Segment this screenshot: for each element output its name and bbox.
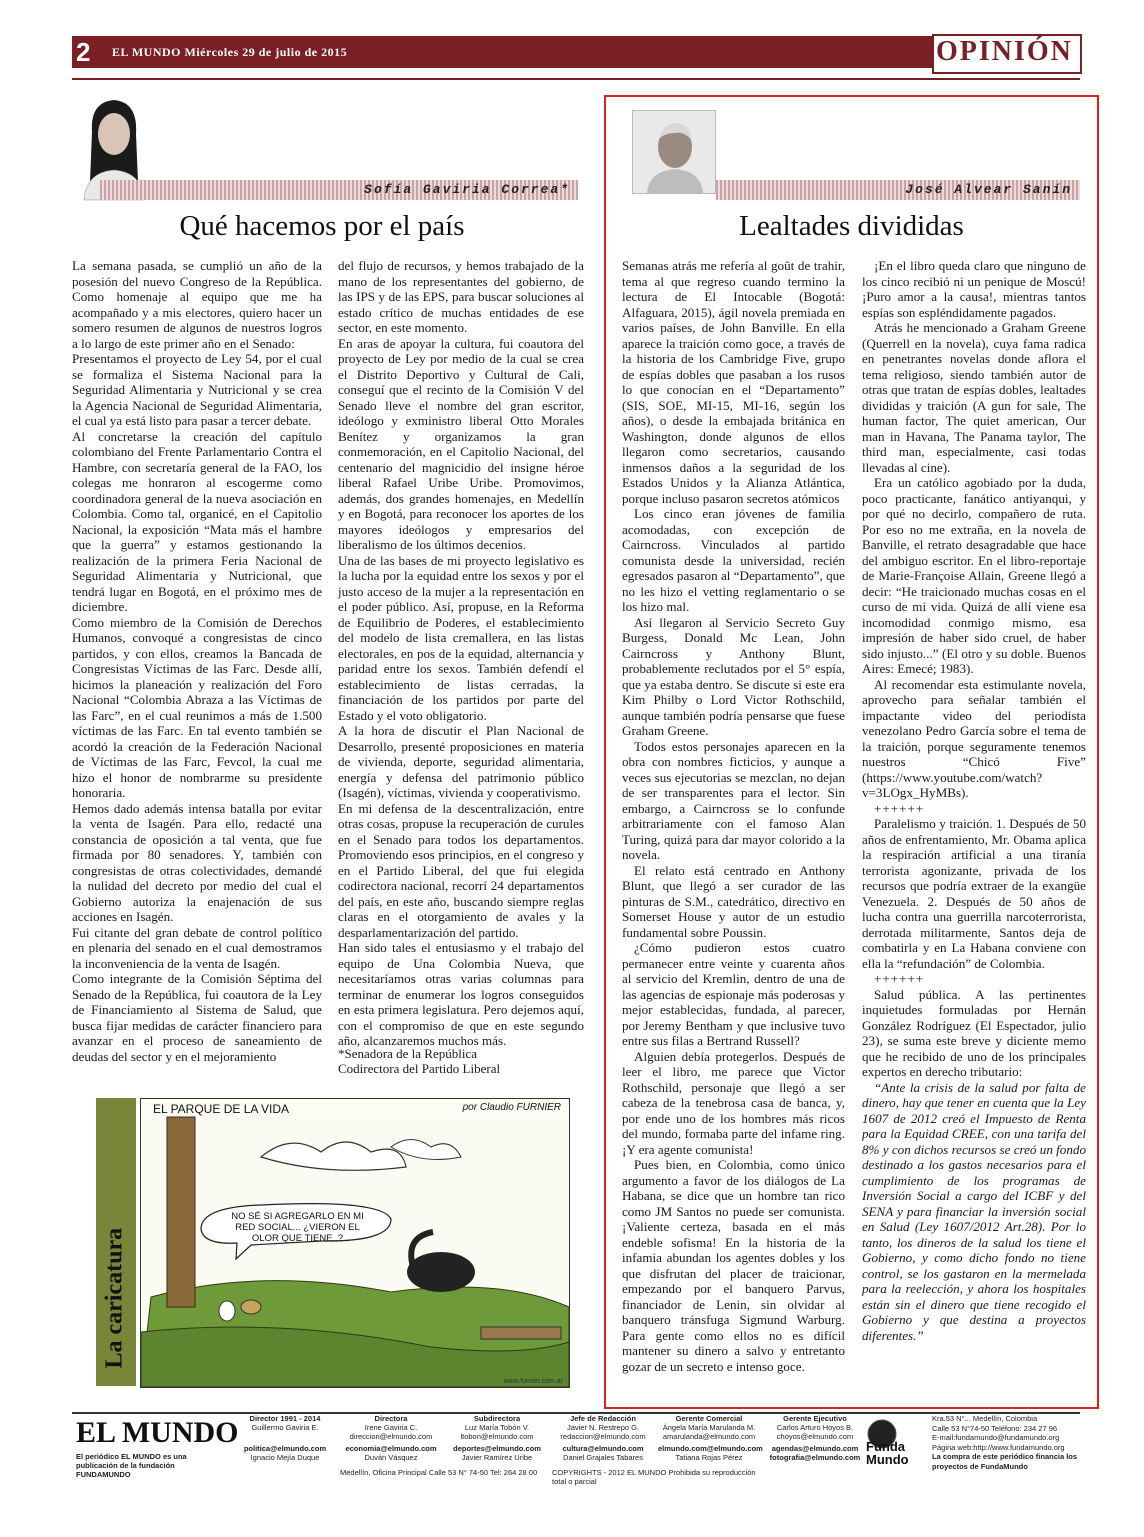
funda-email: E-mail:fundamundo@fundamundo.org	[932, 1433, 1060, 1442]
paragraph: Era un católico agobiado por la duda, poco practicante, fanático antiyanqui, y por qué no decirlo, compañero de ruta. Por eso no me extraña, en la novela de Banville, el retrato desagradable que hace del ambiguo escritor. En el libro-reportaje de Marie-Françoise Allain, Greene llegó a decir: “He traicionado muchas cosas en el curso de mi vida. Quizá de allí viene esa incomodidad conmigo mismo, esa impresión de haber sido cruel, de haber sido injusto...” (El otro y su doble. Buenos Aires: Emecé; 1983).	[862, 475, 1086, 676]
desk-name: Daniel Grajales Tabares	[563, 1453, 643, 1462]
paragraph: Han sido tales el entusiasmo y el trabajo del equipo de Una Colombia Nueva, que necesitaríamos otras varias columnas para terminar de enumerar los logros conseguidos en esta primera legislatura. Pero dejemos aquí, con el compromiso de que en este segundo año, alcanzaremos muchos más.	[338, 940, 584, 1048]
paragraph: Como miembro de la Comisión de Derechos Humanos, convoqué a congresistas de cinco partidos, y con ellos, creamos la Bancada de Congresistas Víctimas de las Farc. Desde allí, hicimos la planeación y realización del Foro Nacional “Colombia Abraza a las Víctimas de las Farc”, en el cual reunimos a más de 1.500 víctimas de las Farc. En tal evento también se acordó la creación de la Federación Nacional de Víctimas de las Farc, Fevcol, la cual me hizo el honor de nombrarme su presidente honoraria.	[72, 614, 322, 800]
funda-address: Calle 53 N°74-50 Teléfono: 234 27 96	[932, 1423, 1058, 1433]
paragraph: En mi defensa de la descentralización, entre otras cosas, propuse la recuperación de curules en el Senado para todos los departamentos. Promoviendo esos principios, en el congreso y en el Partido Liberal, del que fui elegida codirectora nacional, recorrí 24 departamentos del país, en este año, buscando siempre reglas claras en el otorgamiento de avales y la desparlamentarización del partido.	[338, 800, 584, 940]
cartoon-illustration-icon	[141, 1117, 569, 1387]
newspaper-logo: EL MUNDO	[76, 1416, 239, 1449]
footer-staff-gerente-ejecutivo	[764, 1414, 866, 1441]
paragraph: El relato está centrado en Anthony Blunt, que llegó a ser curador de las pinturas de S.M., catedrático, directivo en Somerset House y autor de un estudio fundamental sobre Poussin.	[622, 862, 845, 940]
staff-name: Irene Gaviria C.	[364, 1423, 418, 1432]
staff-email: choyos@elmundo.com	[776, 1432, 854, 1441]
paragraph: Semanas atrás me refería al goût de trahir, tema al que regreso cuando termino la lectura de El Intocable (Bogotá: Alfaguara, 2015), ágil novela premiada en varios países, de John Banville. En ella aparece la traición como goce, a través de la historia de los Cambridge Five, grupo de espías dobles que pasaban a los rusos lo que conocían en el “Departamento” (SIS, SOE, MI-15, MI-16, según los años), o desde la embajada británica en Washington, donde algunos de ellos llegaron como secretarios, causando inmensos daños a la seguridad de los Estados Unidos y la Alianza Atlántica, porque incluso pasaron secretos atómicos	[622, 258, 845, 506]
paragraph: Todos estos personajes aparecen en la obra con nombres ficticios, y aunque a veces sus ejecutorias se mezclan, no dejan de ser transparentes para el lector. Sin embargo, a Cairncross se lo confunde arbitrariamente con el famoso Alan Turing, quizá para dar mayor colorido a la novela.	[622, 738, 845, 862]
footer-tagline: El periódico EL MUNDO es una publicación de la fundación FUNDAMUNDO	[76, 1452, 187, 1479]
desk-name: Ignacio Mejía Duque	[250, 1453, 320, 1462]
footer-staff-jefe-redaccion	[552, 1414, 654, 1441]
cartoon-url: www.furnier.com.ar	[503, 1378, 563, 1385]
funda-note: La compra de este periódico financia los proyectos de FundaMundo	[932, 1452, 1078, 1471]
desk-name: Tatiana Rojas Pérez	[675, 1453, 743, 1462]
footer-desk-agendas	[764, 1444, 866, 1462]
footer-desk-politica	[234, 1444, 336, 1462]
desk-email: elmundo.com@elmundo.com	[658, 1444, 763, 1453]
staff-title: Gerente Ejecutivo	[783, 1414, 847, 1423]
desk-email: politica@elmundo.com	[243, 1444, 327, 1453]
staff-email: direccion@elmundo.com	[349, 1432, 433, 1441]
staff-email: ltobon@elmundo.com	[460, 1432, 534, 1441]
desk-email: deportes@elmundo.com	[453, 1444, 541, 1453]
paragraph: A la hora de discutir el Plan Nacional de Desarrollo, presenté proposiciones en materia de vivienda, deporte, seguridad alimentaria, energía y defensa del patrimonio público (Isagén), víctimas, vivienda y cooperativismo.	[338, 723, 584, 800]
fundamundo-logo	[860, 1416, 930, 1468]
footer-desk-deportes	[446, 1444, 548, 1462]
staff-email: redaccion@elmundo.com	[560, 1432, 646, 1441]
separator: ++++++	[874, 800, 925, 816]
speech-line: RED SOCIAL... ¿VIERON EL	[235, 1222, 360, 1233]
article-column-2	[338, 258, 584, 1048]
paragraph: Atrás he mencionado a Graham Greene (Querrell en la novela), cuya fama radica en penetrantes novelas donde aflora el tema religioso, siendo también autor de otras que tratan de espías dobles, lealtades divididas y traición (A gun for sale, The human factor, The quiet american, Our man in Havana, The Panama taylor, The third man, especialmente, casi todas llevadas al cine).	[862, 320, 1086, 475]
article-column-1	[72, 258, 322, 1098]
paragraph: La semana pasada, se cumplió un año de la posesión del nuevo Congreso de la República. Como homenaje al equipo que me ha acompañado y a mis electores, quiero hacer un somero resumen de algunos de nuestros logros a lo largo de este primer año en el Senado:	[72, 258, 322, 351]
paragraph: Presentamos el proyecto de Ley 54, por el cual se formaliza el Sistema Nacional para la Seguridad Alimentaria y Nutricional y se crea la Agencia Nacional de Seguridad Alimentaria, el cual ya está listo para pasar a tercer debate.	[72, 351, 322, 428]
article-title: Lealtades divididas	[739, 210, 964, 242]
masthead-date: EL MUNDO Miércoles 29 de julio de 2015	[112, 45, 348, 59]
footer-desk-cultura	[552, 1444, 654, 1462]
speech-line: NO SÉ SI AGREGARLO EN MI	[231, 1211, 364, 1222]
staff-name: Carlos Arturo Hoyos B.	[776, 1423, 854, 1432]
footer-address: Medellín, Oficina Principal Calle 53 N° 74-50 Tel: 264 28 00	[340, 1468, 538, 1477]
funda-web: Página web:http://www.fundamundo.org	[932, 1442, 1065, 1452]
desk-email: fotografia@elmundo.com	[769, 1453, 861, 1462]
paragraph: Paralelismo y traición. 1. Después de 50 años de enfrentamiento, Mr. Obama aplica la respiración artificial a una tiranía terrorista agonizante, privada de los recursos que podría extraer de la exangüe Venezuela. 2. Después de 50 años de lucha contra una guerrilla narcoterrorista, derrotada militarmente, Santos deja de combatirla y en La Habana conviene con ella la “refundación” de Colombia.	[862, 816, 1086, 971]
page-number: 2	[76, 37, 91, 67]
staff-title: Jefe de Redacción	[570, 1414, 636, 1423]
paragraph: del flujo de recursos, y hemos trabajado de la mano de los representantes del gobierno, de las IPS y de las EPS, para buscar soluciones al estado crítico de muchas entidades de ese sector, en este momento.	[338, 258, 584, 335]
paragraph: Al concretarse la creación del capítulo colombiano del Frente Parlamentario Contra el Hambre, con secretaría general de la FAO, los colegas me honraron al escogerme como coordinadora general de la nueva asociación en Colombia. Como tal, organicé, en el Capitolio Nacional, la exposición “Mata más el hambre que la guerra” y estamos gestionando la realización de la primera Feria Nacional de Seguridad Alimentaria y Nutricional, que tendrá lugar en Bogotá, en el próximo mes de diciembre.	[72, 428, 322, 614]
article-column-4	[862, 258, 1086, 1388]
fundamundo-brand: Funda Mundo	[866, 1439, 909, 1467]
footer-staff-director-hist	[234, 1414, 336, 1432]
fundamundo-info	[932, 1414, 1082, 1471]
portrait-icon	[633, 111, 715, 193]
desk-email: economia@elmundo.com	[345, 1444, 437, 1453]
desk-name: Javier Ramírez Uribe	[461, 1453, 533, 1462]
article-title: Qué hacemos por el país	[179, 210, 465, 242]
cartoon-author: por Claudio FURNIER	[462, 1102, 561, 1113]
staff-title: Directora	[374, 1414, 408, 1423]
footer-desk-elmundo	[658, 1444, 763, 1462]
speech-bubble	[205, 1211, 390, 1244]
footer-copyright: COPYRIGHTS - 2012 EL MUNDO Prohibida su reproducción total o parcial	[552, 1468, 756, 1486]
author-photo	[632, 110, 716, 194]
staff-title: Subdirectora	[473, 1414, 521, 1423]
paragraph: Fui citante del gran debate de control político en plenaria del senado en el cual demostramos la inconveniencia de la venta de Isagén.	[72, 924, 322, 971]
paragraph: Una de las bases de mi proyecto legislativo es la lucha por la equidad entre los sexos y por el justo acceso de la mujer a la representación en el poder público. Así, propuse, en la Reforma de Equilibrio de Poderes, el establecimiento del modelo de lista cremallera, en las listas electorales, en pos de la equidad, alternancia y paridad entre los sexos. También defendí el establecimiento de listas cerradas, la financiación de los partidos por parte del Estado y el voto obligatorio.	[338, 552, 584, 723]
author-name: José Alvear Sanín	[905, 182, 1072, 197]
article-column-3	[622, 258, 845, 1388]
paragraph: Así llegaron al Servicio Secreto Guy Burgess, Donald Mc Lean, John Cairncross y Anthony Blunt, probablemente reclutados por el 5° espía, que ya estaba dentro. Se discute si este era Kim Philby o Lord Victor Rothschild, aunque también podría pensarse que fuese Graham Greene.	[622, 614, 845, 738]
separator: ++++++	[874, 971, 925, 986]
author-footnote	[338, 1046, 584, 1076]
section-title: OPINIÓN	[936, 36, 1073, 67]
paragraph: En aras de apoyar la cultura, fui coautora del proyecto de Ley por medio de la cual se crea el Distrito Deportivo y Cultural de Cali, conseguí que el recinto de la Comisión V del Senado lleve el nombre del gran escritor, ideólogo y exministro liberal Otto Morales Benítez y organizamos la gran conmemoración, en el Capitolio Nacional, del centenario del magnicidio del insigne héroe liberal Rafael Uribe Uribe. Promovimos, además, dos grandes homenajes, en Medellín y en Bogotá, para reconocer los aportes de los mayores ideólogos y empresarios del liberalismo de los últimos decenios.	[338, 335, 584, 552]
staff-email: amarulanda@elmundo.com	[662, 1432, 756, 1441]
paragraph: ¿Cómo pudieron estos cuatro permanecer entre veinte y cuarenta años al servicio del Kremlin, dentro de una de las agencias de espionaje más poderosas y mejor establecidas, fundada, al parecer, por Jeremy Bentham y que inclusive tuvo entre sus filas a Bertrand Russell?	[622, 940, 845, 1048]
paragraph: Al recomendar esta estimulante novela, aprovecho para señalar también el impactante video del periodista venezolano Pedro García sobre el tema de la traición, porque seguramente tenemos nuestros “Chicó Five” (https://www.youtube.com/watch?v=3LOgx_HyMBs).	[862, 676, 1086, 800]
funda-top: Kra.53 N°... Medellín, Colombia	[932, 1414, 1038, 1423]
paragraph: Como integrante de la Comisión Séptima del Senado de la República, fui coautora de la Ley de Financiamiento al Sistema de Salud, que busca fijar medidas de carácter financiero para avanzar en el proceso de saneamiento de deudas del sector y en el mejoramiento	[72, 971, 322, 1064]
header-rule	[72, 78, 1080, 80]
staff-name: Luz María Tobón V.	[464, 1423, 530, 1432]
quote-paragraph: “Ante la crisis de la salud por falta de dinero, hay que tener en cuenta que la Ley 1607 de 2012 creó el Impuesto de Renta para la Equidad CREE, con una tarifa del 8% y con dichos recursos se creó un fondo destinado a los gastos necesarios para el cumplimiento de los programas de Inversión Social a cargo del ICBF y del SENA y para financiar la inversión social en Salud (Ley 1607/2012 Art.28). Por lo tanto, los dineros de la salud los tiene el Gobierno, y como dicho fondo no tiene control, se los gastaron en la mermelada para la reelección, y ahora los hospitales están sin el dinero que tiene recogido el Gobierno y que destina a proyectos diferentes.”	[862, 1079, 1086, 1343]
footnote-line: Codirectora del Partido Liberal	[338, 1061, 501, 1076]
paragraph: Los cinco eran jóvenes de familia acomodadas, con excepción de Cairncross. Vinculados al partido comunista desde la universidad, recién egresados pasaron al “Departamento”, que no les hizo el vetting reglamentario o se los hizo mal.	[622, 506, 845, 614]
footer-staff-subdirectora	[446, 1414, 548, 1441]
cartoon-title: EL PARQUE DE LA VIDA	[153, 1102, 290, 1116]
paragraph: Pues bien, en Colombia, como único argumento a favor de los diálogos de La Habana, se dice que un hombre tan rico como JM Santos no puede ser comunista. ¡Valiente certeza, basada en el más endeble sofisma! En la historia de la infamia abundan los agentes dobles y los que disfrutan del placer de traicionar, empezando por el banquero Parvus, financiador de Lenin, sin olvidar al banquero tránsfuga Sigmund Warburg. Para gente como ellos no es difícil mantener su dinero a salvo y entretanto gozar de un secreto e intenso goce.	[622, 1157, 845, 1374]
footer-staff-directora	[340, 1414, 442, 1441]
desk-name: Duván Vásquez	[364, 1453, 418, 1462]
cartoon-panel	[140, 1098, 570, 1388]
footer-desk-economia	[340, 1444, 442, 1462]
paragraph: Salud pública. A las pertinentes inquietudes formuladas por Hernán González Rodríguez (El Espectador, julio 23), se suma este breve y diciente memo que he recibido de uno de los principales expertos en derecho tributario:	[862, 986, 1086, 1079]
paragraph: Hemos dado además intensa batalla por evitar la venta de Isagén. Para ello, redacté una constancia de oposición a tal venta, que fue firmada por 80 senadores. Y, también con congresistas de otras colectividades, demandé la nulidad del decreto por medio del cual el Gobierno autoriza la enajenación de sus acciones en Isagén.	[72, 800, 322, 924]
staff-name: Guillermo Gaviria E.	[251, 1423, 319, 1432]
paragraph: ¡En el libro queda claro que ninguno de los cinco recibió ni un penique de Moscú! ¡Puro amor a la causa!, mientras tantos espías son espléndidamente pagados.	[862, 258, 1086, 320]
desk-email: cultura@elmundo.com	[562, 1444, 644, 1453]
desk-email: agendas@elmundo.com	[771, 1444, 859, 1453]
cartoon-section-label: La caricatura	[101, 1227, 128, 1369]
footnote-line: *Senadora de la República	[338, 1046, 477, 1061]
staff-title: Director 1991 - 2014	[249, 1414, 321, 1423]
footer-staff-gerente-comercial	[658, 1414, 760, 1441]
paragraph: Alguien debía protegerlos. Después de leer el libro, me parece que Victor Rothschild, personaje que llegó a ser cabeza de la tenebrosa casa de banca, y, por ende uno de los hombres más ricos del mundo, formaba parte del infame ring. ¡Y era agente comunista!	[622, 1048, 845, 1157]
staff-title: Gerente Comercial	[675, 1414, 743, 1423]
speech-line: OLOR QUE TIENE..?	[251, 1233, 344, 1244]
staff-name: Javier N. Restrepo G.	[566, 1423, 640, 1432]
staff-name: Ángela María Marulanda M.	[662, 1423, 756, 1432]
author-name: Sofía Gaviria Correa*	[364, 182, 570, 197]
